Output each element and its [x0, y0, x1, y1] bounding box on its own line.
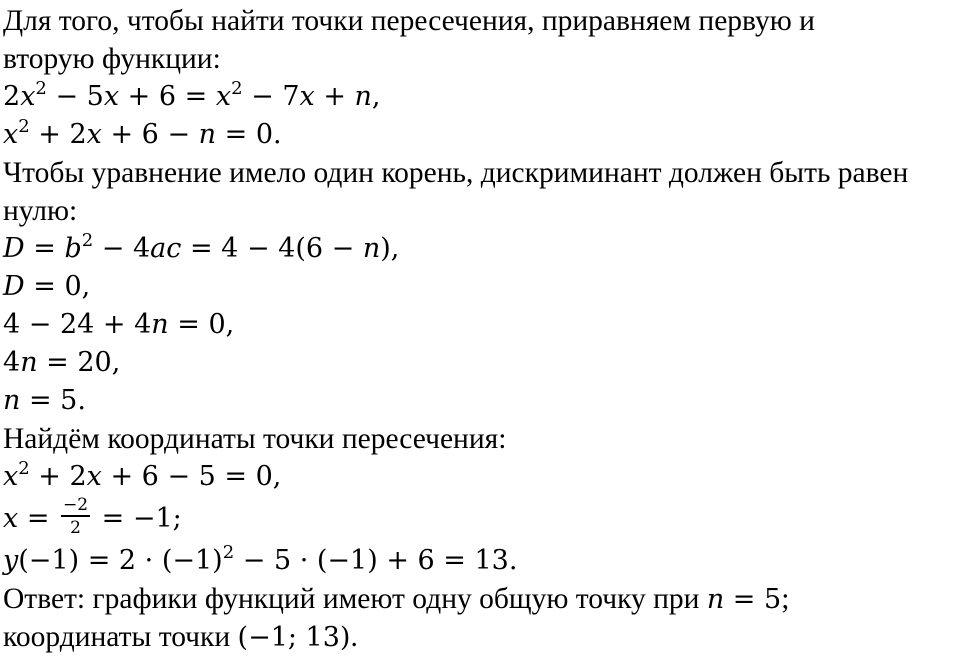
math-render: n = 5.	[3, 385, 86, 416]
answer-render: координаты точки (−1; 13).	[3, 621, 358, 653]
equation-4n	[3, 344, 958, 382]
equation-n-value	[3, 382, 958, 420]
text-line-2	[3, 40, 958, 78]
answer-line-1	[3, 580, 958, 618]
line-text: вторую функции:	[3, 43, 221, 75]
answer-line-2	[3, 618, 958, 656]
math-render: $x^2 + 2x + 6 - 5 = 0$,	[3, 458, 282, 492]
equation-equate-functions	[3, 78, 958, 116]
answer-render: Ответ: графики функций имеют одну общую точку при n = 5;	[3, 583, 790, 615]
text-line-3	[3, 154, 958, 192]
math-render: $2x^2 - 5x + 6 = x^2 - 7x + n$,	[3, 78, 381, 112]
math-render: $x^2 + 2x + 6 - n = 0$.	[3, 116, 282, 150]
line-text: Чтобы уравнение имело один корень, дискриминант должен быть равен	[3, 157, 909, 189]
equation-expand	[3, 306, 958, 344]
text-line-4	[3, 192, 958, 230]
equation-y-value	[3, 542, 958, 580]
equation-quadratic	[3, 116, 958, 154]
solution-document	[3, 2, 958, 656]
text-line-5	[3, 420, 958, 458]
equation-discriminant	[3, 230, 958, 268]
text-line-1	[3, 2, 958, 40]
math-render: $y(-1) = 2 \cdot (-1)^2 - 5 \cdot (-1) + 6 = 13$.	[3, 542, 518, 576]
line-text: Найдём координаты точки пересечения:	[3, 423, 507, 455]
equation-root	[3, 496, 958, 542]
math-render: $D = b^2 - 4ac = 4 - 4(6 - n)$,	[3, 230, 400, 264]
equation-d-zero	[3, 268, 958, 306]
math-render: 4 − 24 + 4n = 0,	[3, 309, 235, 340]
math-render: D = 0,	[3, 271, 91, 302]
line-text: Для того, чтобы найти точки пересечения, приравняем первую и	[3, 5, 815, 37]
equation-substituted	[3, 458, 958, 496]
math-render: 4n = 20,	[3, 347, 121, 378]
math-render: x = $\frac{-2}{2}$ = −1;	[3, 495, 182, 538]
line-text: нулю:	[3, 195, 78, 227]
